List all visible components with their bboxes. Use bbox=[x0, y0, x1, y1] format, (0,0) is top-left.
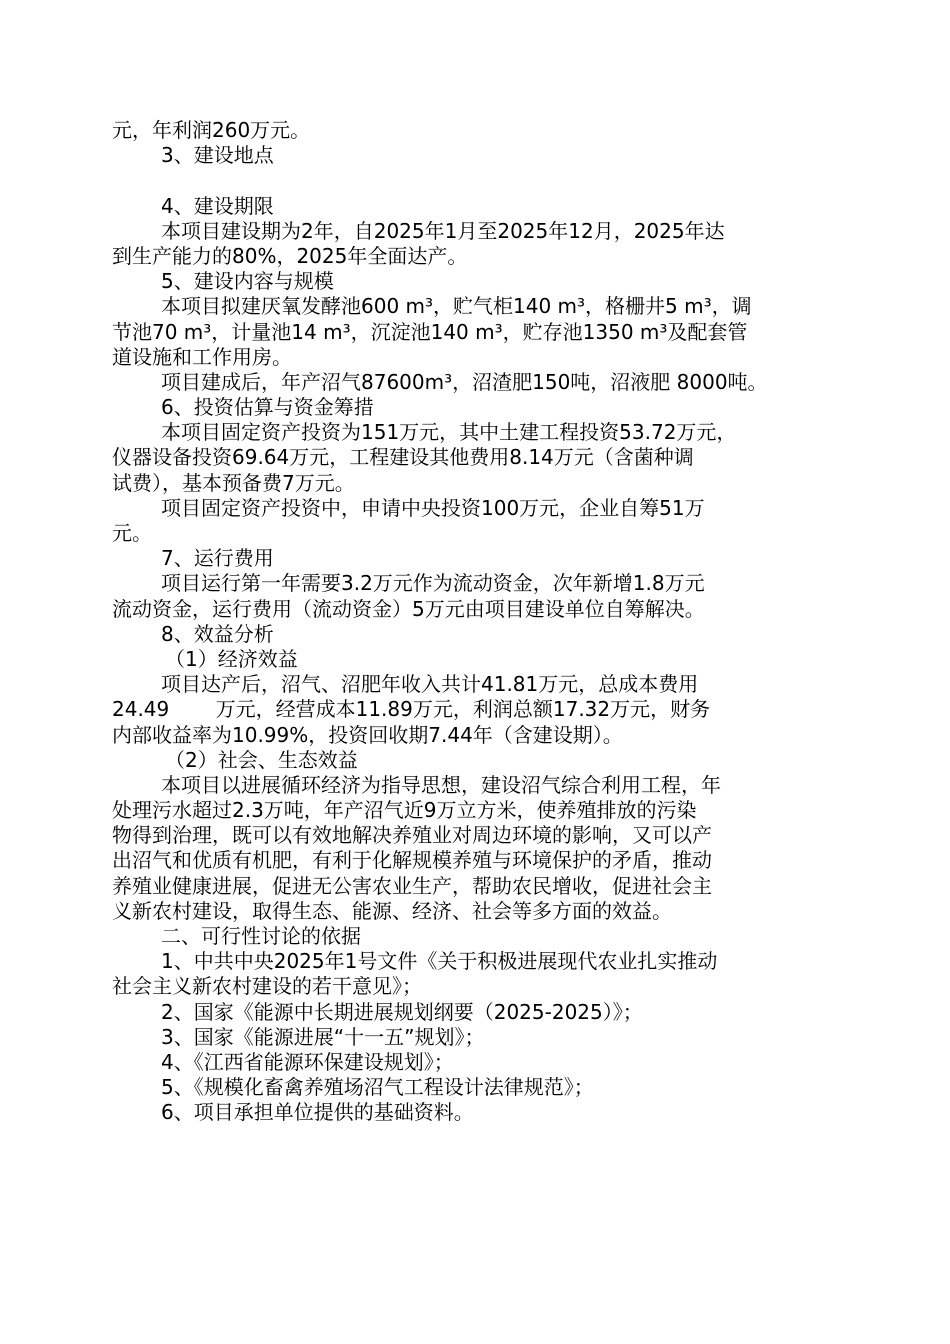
text-line: 物得到治理，既可以有效地解决养殖业对周边环境的影响，又可以产 bbox=[112, 823, 712, 848]
text-line: 社会主义新农村建设的若干意见》； bbox=[112, 974, 422, 999]
text-line: 本项目固定资产投资为151万元，其中土建工程投资53.72万元， bbox=[161, 420, 737, 445]
text-line: 道设施和工作用房。 bbox=[112, 344, 292, 369]
subsection-heading: （2）社会、生态效益 bbox=[165, 747, 358, 772]
text-line: 项目建成后，年产沼气87600m³，沼渣肥150吨，沼液肥 8000吨。 bbox=[161, 369, 768, 394]
section-heading: 4、建设期限 bbox=[161, 193, 274, 218]
text-line: 流动资金，运行费用（流动资金）5万元由项目建设单位自筹解决。 bbox=[112, 596, 705, 621]
reference-item: 4、《江西省能源环保建设规划》； bbox=[161, 1049, 454, 1074]
text-line: 义新农村建设，取得生态、能源、经济、社会等多方面的效益。 bbox=[112, 898, 672, 923]
text-line: 元。 bbox=[112, 521, 152, 545]
text-line: 本项目建设期为2年，自2025年1月至2025年12月，2025年达 bbox=[161, 218, 725, 243]
text-line: 处理污水超过2.3万吨，年产沼气近9万立方米，使养殖排放的污染 bbox=[112, 798, 697, 823]
blank-line bbox=[112, 168, 847, 193]
text-line: 出沼气和优质有机肥，有利于化解规模养殖与环境保护的矛盾，推动 bbox=[112, 848, 712, 873]
text-line: 试费），基本预备费7万元。 bbox=[112, 470, 355, 495]
text-line: 养殖业健康进展，促进无公害农业生产，帮助农民增收，促进社会主 bbox=[112, 873, 712, 898]
section-heading: 3、建设地点 bbox=[161, 143, 274, 168]
text-line: 本项目以进展循环经济为指导思想，建设沼气综合利用工程，年 bbox=[161, 772, 721, 797]
section-heading: 5、建设内容与规模 bbox=[161, 269, 334, 294]
reference-item: 5、《规模化畜禽养殖场沼气工程设计法律规范》； bbox=[161, 1075, 594, 1100]
reference-item: 6、项目承担单位提供的基础资料。 bbox=[161, 1100, 474, 1125]
text-line: 项目固定资产投资中，申请中央投资100万元，企业自筹51万 bbox=[161, 495, 705, 520]
section-heading: 二、可行性讨论的依据 bbox=[161, 924, 361, 948]
text-line: 项目运行第一年需要3.2万元作为流动资金，次年新增1.8万元 bbox=[161, 571, 705, 596]
reference-item: 3、国家《能源进展“十一五”规划》； bbox=[161, 1024, 485, 1049]
subsection-heading: （1）经济效益 bbox=[165, 646, 298, 671]
section-heading: 8、效益分析 bbox=[161, 621, 274, 646]
text-line: 元，年利润260万元。 bbox=[112, 118, 311, 142]
text-line: 项目达产后，沼气、沼肥年收入共计41.81万元，总成本费用 bbox=[161, 672, 699, 697]
text-line: 仪器设备投资69.64万元，工程建设其他费用8.14万元（含菌种调 bbox=[112, 445, 694, 470]
text-line: 24.49 万元，经营成本11.89万元，利润总额17.32万元，财务 bbox=[112, 697, 711, 722]
reference-item: 1、中共中央2025年1号文件《关于积极进展现代农业扎实推动 bbox=[161, 949, 718, 974]
text-line: 节池70 m³，计量池14 m³，沉淀池140 m³，贮存池1350 m³及配套管 bbox=[112, 319, 748, 344]
text-line: 本项目拟建厌氧发酵池600 m³，贮气柜140 m³，格栅井5 m³，调 bbox=[161, 294, 752, 319]
document-page bbox=[112, 118, 847, 1126]
section-heading: 7、运行费用 bbox=[161, 546, 274, 571]
reference-item: 2、国家《能源中长期进展规划纲要（2025-2025）》； bbox=[161, 999, 643, 1024]
section-heading: 6、投资估算与资金筹措 bbox=[161, 395, 374, 420]
text-line: 内部收益率为10.99%，投资回收期7.44年（含建设期）。 bbox=[112, 722, 623, 747]
text-line: 到生产能力的80%，2025年全面达产。 bbox=[112, 243, 468, 268]
